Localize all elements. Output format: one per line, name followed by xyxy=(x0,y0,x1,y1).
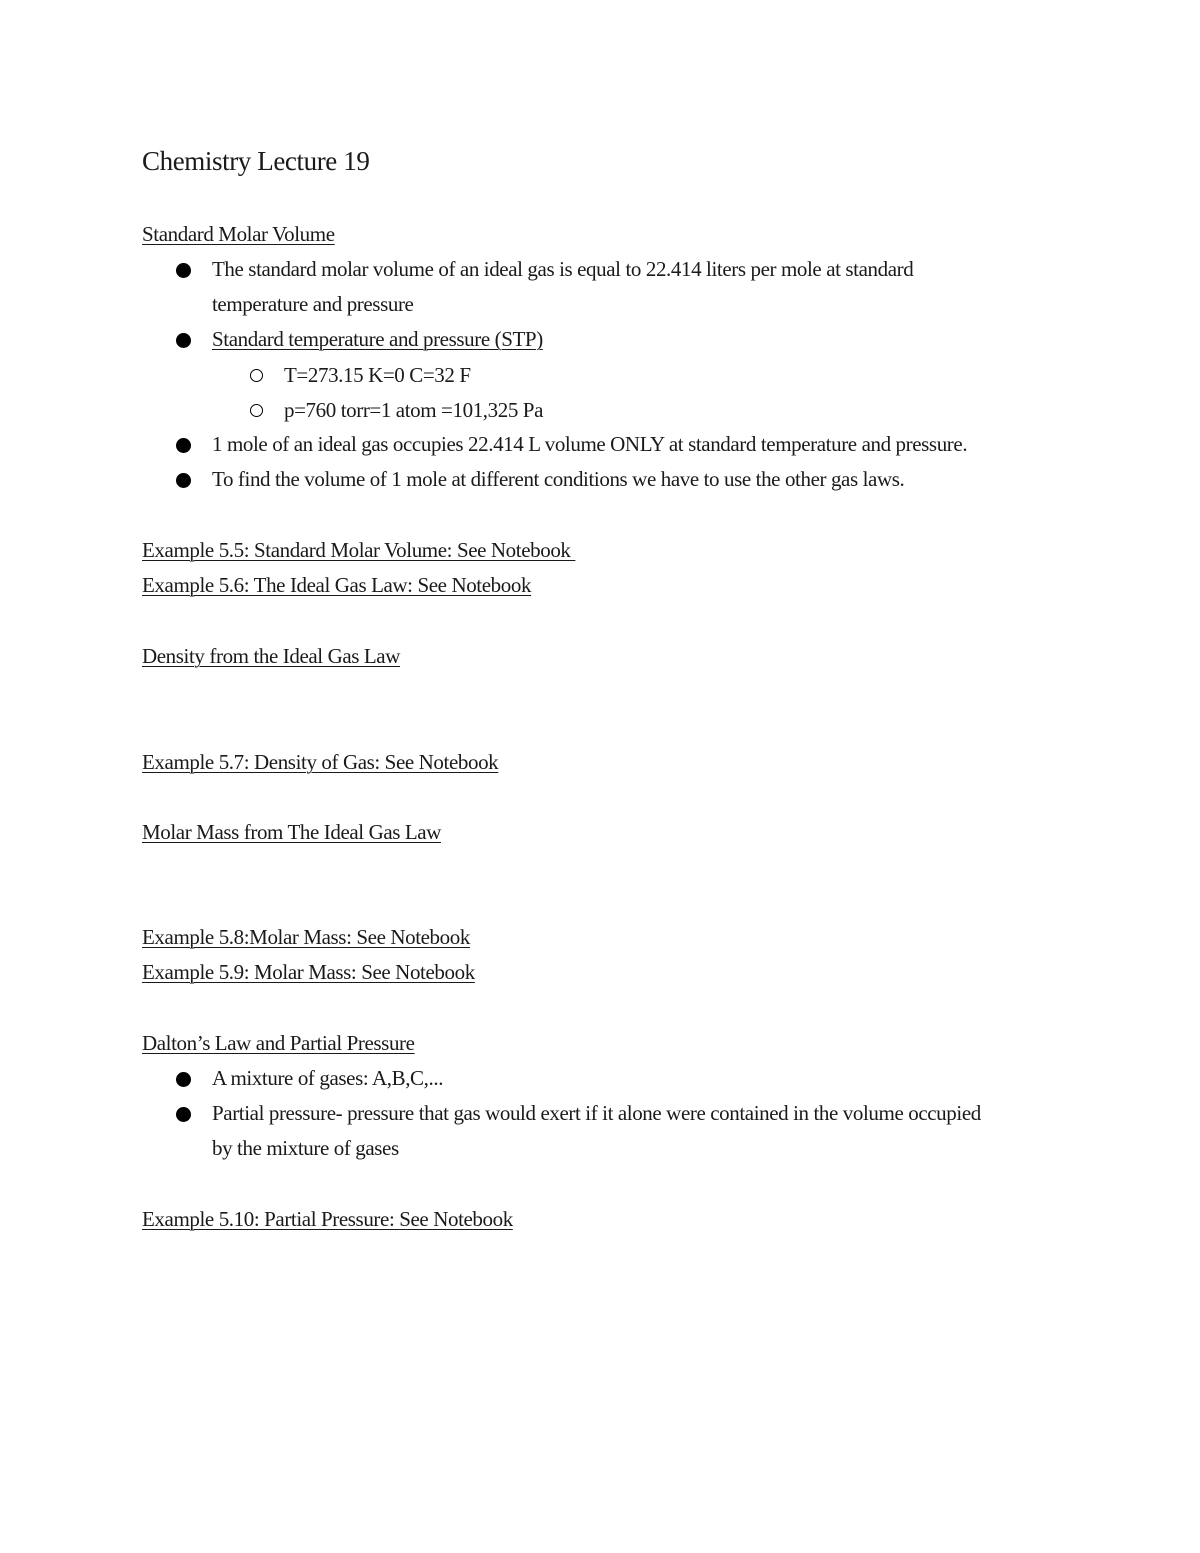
bullet-text-line2: temperature and pressure xyxy=(212,292,414,316)
bullet-text-other-conditions: To find the volume of 1 mole at different conditions we have to use the other gas laws. xyxy=(212,467,905,491)
bullet-icon xyxy=(176,438,191,453)
bullet-icon xyxy=(176,473,191,488)
heading-molar-mass: Molar Mass from The Ideal Gas Law xyxy=(142,820,441,844)
example-5-6-link[interactable]: Example 5.6: The Ideal Gas Law: See Notebook xyxy=(142,573,532,597)
hollow-bullet-icon xyxy=(250,369,263,382)
bullet-text-partial-line1: Partial pressure- pressure that gas would exert if it alone were contained in the volume occupied xyxy=(212,1101,981,1125)
subitem-pressure: p=760 torr=1 atom =101,325 Pa xyxy=(284,398,543,422)
bullet-text-stp: Standard temperature and pressure (STP) xyxy=(212,327,543,351)
subitem-temperature: T=273.15 K=0 C=32 F xyxy=(284,363,471,387)
example-5-9-link[interactable]: Example 5.9: Molar Mass: See Notebook xyxy=(142,960,475,984)
example-5-7-link[interactable]: Example 5.7: Density of Gas: See Notebook xyxy=(142,750,499,774)
example-5-8-link[interactable]: Example 5.8:Molar Mass: See Notebook xyxy=(142,925,470,949)
heading-standard-molar-volume: Standard Molar Volume xyxy=(142,222,335,246)
heading-density: Density from the Ideal Gas Law xyxy=(142,644,400,668)
bullet-text-partial-line2: by the mixture of gases xyxy=(212,1136,399,1160)
bullet-text-line1: The standard molar volume of an ideal gas is equal to 22.414 liters per mole at standard xyxy=(212,257,914,281)
document-title: Chemistry Lecture 19 xyxy=(142,146,370,176)
bullet-icon xyxy=(176,263,191,278)
hollow-bullet-icon xyxy=(250,404,263,417)
bullet-icon xyxy=(176,1072,191,1087)
bullet-text-mixture: A mixture of gases: A,B,C,... xyxy=(212,1066,444,1090)
bullet-text-one-mole: 1 mole of an ideal gas occupies 22.414 L volume ONLY at standard temperature and pressure. xyxy=(212,432,968,456)
heading-daltons-law: Dalton’s Law and Partial Pressure xyxy=(142,1031,415,1055)
example-5-5-link[interactable]: Example 5.5: Standard Molar Volume: See Notebook xyxy=(142,538,576,562)
bullet-icon xyxy=(176,333,191,348)
example-5-10-link[interactable]: Example 5.10: Partial Pressure: See Notebook xyxy=(142,1207,513,1231)
bullet-icon xyxy=(176,1107,191,1122)
